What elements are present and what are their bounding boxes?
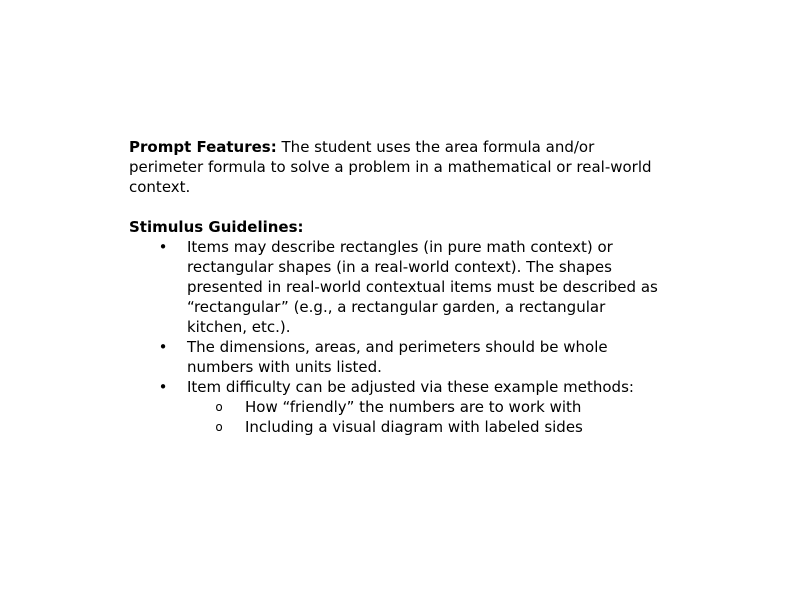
sub-list-item: [187, 397, 669, 417]
list-item: [129, 377, 669, 437]
list-item-text: The dimensions, areas, and perimeters should be whole numbers with units listed.: [187, 338, 608, 376]
bullet-icon: •: [158, 238, 168, 256]
circle-bullet-icon: o: [215, 400, 223, 414]
bullet-icon: •: [158, 338, 168, 356]
prompt-features-text: The student uses the area formula and/or perimeter formula to solve a problem in a mathematical or real-world context.: [129, 138, 652, 196]
sub-list-item: [187, 417, 669, 437]
list-item: [129, 237, 669, 337]
list-item-text: Item difficulty can be adjusted via these example methods:: [187, 378, 634, 396]
bullet-icon: •: [158, 378, 168, 396]
circle-bullet-icon: o: [215, 420, 223, 434]
document-page: [129, 137, 669, 437]
section-spacer: [129, 197, 669, 217]
list-item: [129, 337, 669, 377]
sub-list-item-text: How “friendly” the numbers are to work with: [245, 398, 582, 416]
stimulus-guidelines-list: [129, 237, 669, 437]
stimulus-guidelines-heading: Stimulus Guidelines:: [129, 218, 304, 236]
prompt-features-label: Prompt Features:: [129, 138, 277, 156]
sub-list: [187, 397, 669, 437]
list-item-text: Items may describe rectangles (in pure math context) or rectangular shapes (in a real-world context). The shapes presented in real-world contextual items must be described as “rectangular” (e.g., a rectangular garden, a rectangular kitchen, etc.).: [187, 238, 658, 336]
sub-list-item-text: Including a visual diagram with labeled sides: [245, 418, 583, 436]
prompt-features-paragraph: [129, 137, 669, 197]
